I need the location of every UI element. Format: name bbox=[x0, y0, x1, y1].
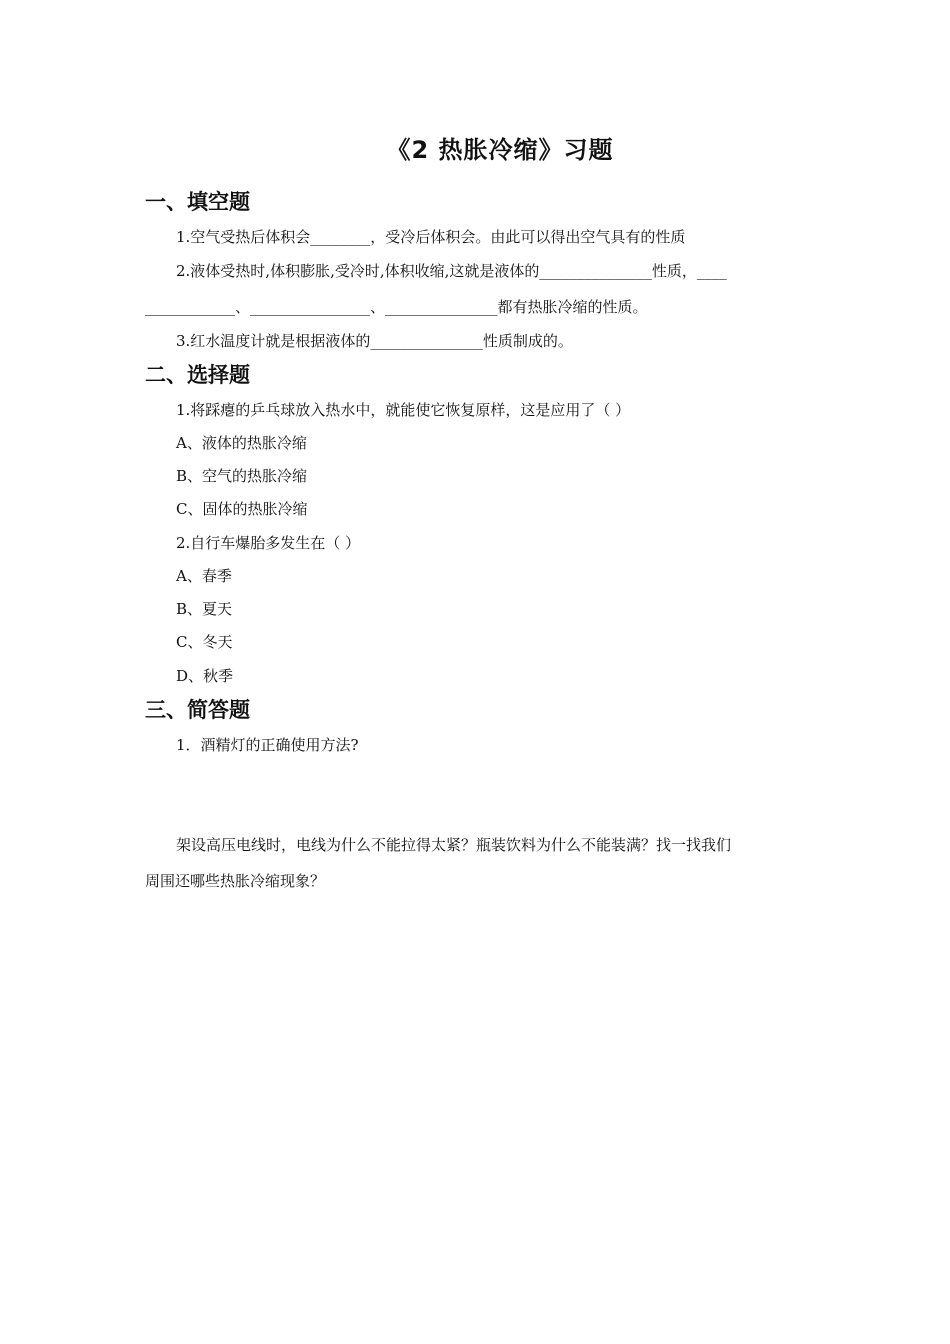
option-line: B、空气的热胀冷缩 bbox=[176, 467, 308, 485]
option-line: D、秋季 bbox=[176, 667, 234, 685]
option-line: B、夏天 bbox=[176, 600, 233, 618]
extra-question-line: 周围还哪些热胀冷缩现象？ bbox=[145, 872, 326, 890]
option-line: C、冬天 bbox=[176, 633, 233, 651]
section-heading-fill-blank: 一、填空题 bbox=[145, 190, 250, 214]
question-line: 2.自行车爆胎多发生在（ ） bbox=[176, 534, 361, 552]
section-heading-short-answer: 三、简答题 bbox=[145, 698, 250, 722]
question-line: 1.空气受热后体积会________，受冷后体积会。由此可以得出空气具有的性质 bbox=[176, 228, 686, 246]
extra-question-line: 架设高压电线时，电线为什么不能拉得太紧？瓶装饮料为什么不能装满？找一找我们 bbox=[176, 836, 732, 854]
question-line: 1．酒精灯的正确使用方法? bbox=[176, 736, 359, 754]
question-line: 3.红水温度计就是根据液体的_______________性质制成的。 bbox=[176, 332, 573, 350]
question-line: 1.将踩瘪的乒乓球放入热水中，就能使它恢复原样，这是应用了（ ） bbox=[176, 401, 631, 419]
section-heading-multiple-choice: 二、选择题 bbox=[145, 363, 250, 387]
option-line: A、春季 bbox=[176, 567, 232, 585]
option-line: C、固体的热胀冷缩 bbox=[176, 500, 308, 518]
question-line: ____________、________________、_______________都有热胀冷缩的性质。 bbox=[145, 298, 648, 316]
question-line: 2.液体受热时,体积膨胀,受冷时,体积收缩,这就是液体的_______________性质，____ bbox=[176, 262, 727, 280]
option-line: A、液体的热胀冷缩 bbox=[176, 434, 307, 452]
document-title: 《2 热胀冷缩》习题 bbox=[386, 136, 614, 164]
